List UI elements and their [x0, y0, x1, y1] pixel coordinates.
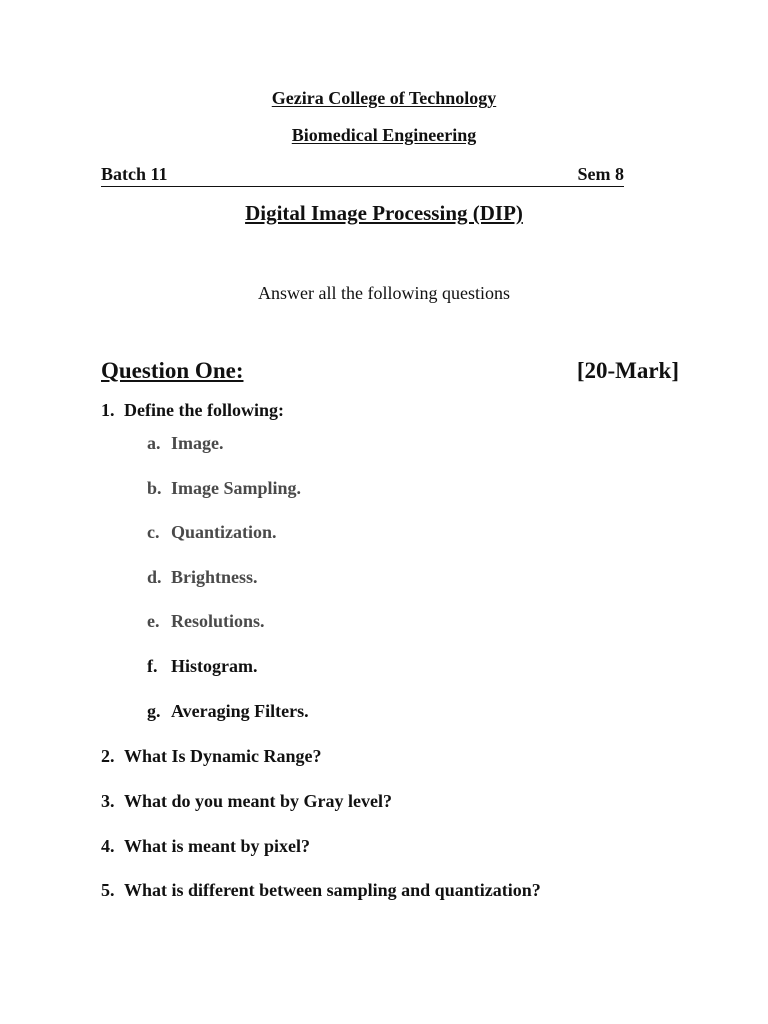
sub-list-item: [147, 433, 224, 454]
item-text: What is meant by pixel?: [124, 836, 311, 856]
sub-list-item: [147, 701, 309, 722]
course-title-text: Digital Image Processing (DIP): [245, 201, 523, 225]
sub-item-text: Quantization.: [171, 522, 277, 542]
item-number: 4.: [101, 836, 115, 856]
institution-name-text: Gezira College of Technology: [271, 88, 497, 108]
item-text: What Is Dynamic Range?: [124, 746, 322, 766]
department-name: [0, 125, 768, 146]
sub-list-item: [147, 522, 277, 543]
item-number: 3.: [101, 791, 115, 811]
sub-item-letter: e.: [147, 611, 160, 631]
instructions: Answer all the following questions: [258, 283, 510, 303]
sub-item-letter: f.: [147, 656, 158, 676]
list-item: [101, 836, 310, 857]
sub-item-letter: b.: [147, 478, 162, 498]
list-item: [101, 746, 322, 767]
sub-list-item: [147, 567, 258, 588]
semester-label: Sem 8: [577, 164, 624, 184]
item-text: What is different between sampling and quantization?: [124, 880, 541, 900]
sub-item-text: Resolutions.: [171, 611, 265, 631]
item-number: 5.: [101, 880, 115, 900]
item-text: Define the following:: [124, 400, 284, 420]
batch-semester-row: [101, 162, 624, 187]
sub-item-letter: d.: [147, 567, 162, 587]
sub-item-text: Image.: [171, 433, 224, 453]
item-number: 2.: [101, 746, 115, 766]
sub-list-item: [147, 611, 265, 632]
question-title: Question One:: [101, 358, 244, 383]
item-text: What do you meant by Gray level?: [124, 791, 392, 811]
batch-label: Batch 11: [101, 164, 168, 184]
sub-item-text: Image Sampling.: [171, 478, 302, 498]
list-item: [101, 791, 392, 812]
sub-item-text: Brightness.: [171, 567, 258, 587]
institution-name: [0, 88, 768, 109]
sub-item-text: Averaging Filters.: [171, 701, 309, 721]
sub-item-letter: c.: [147, 522, 160, 542]
sub-item-text: Histogram.: [171, 656, 258, 676]
department-name-text: Biomedical Engineering: [291, 125, 477, 145]
course-title: [0, 201, 768, 226]
sub-list-item: [147, 656, 257, 677]
sub-item-letter: a.: [147, 433, 161, 453]
question-heading: [101, 358, 679, 386]
sub-item-letter: g.: [147, 701, 161, 721]
sub-list-item: [147, 478, 301, 499]
list-item: [101, 400, 284, 421]
item-number: 1.: [101, 400, 115, 420]
list-item: [101, 880, 541, 901]
question-marks: [20-Mark]: [576, 358, 679, 383]
